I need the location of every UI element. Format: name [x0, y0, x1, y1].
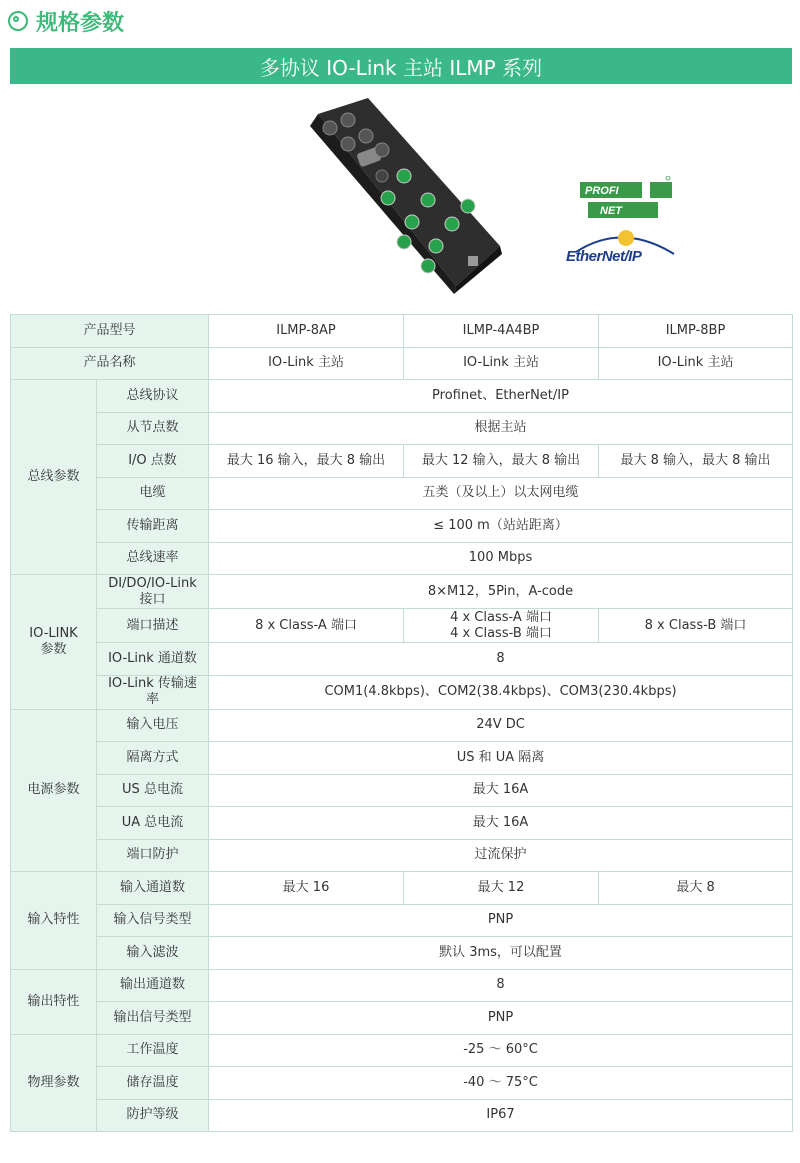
table-row: [11, 1034, 793, 1067]
param-label: UA 总电流: [97, 807, 209, 840]
table-cell: Profinet、EtherNet/IP: [209, 380, 793, 413]
table-row: [11, 969, 793, 1002]
param-label: 隔离方式: [97, 742, 209, 775]
table-cell: 最大 8: [599, 872, 793, 905]
table-cell: 根据主站: [209, 412, 793, 445]
table-cell: 过流保护: [209, 839, 793, 872]
param-label: 传输距离: [97, 510, 209, 543]
table-cell: 五类（及以上）以太网电缆: [209, 477, 793, 510]
table-cell: IO-Link 主站: [209, 347, 404, 380]
section-title-text: 规格参数: [36, 10, 125, 36]
table-cell: 8: [209, 643, 793, 676]
param-label: 输入信号类型: [97, 904, 209, 937]
table-row: [11, 477, 793, 510]
param-label: 总线速率: [97, 542, 209, 575]
param-label: 电缆: [97, 477, 209, 510]
table-cell: 4 x Class-A 端口 4 x Class-B 端口: [404, 609, 599, 643]
param-label: 端口描述: [97, 609, 209, 643]
table-row: [11, 1002, 793, 1035]
table-row: [11, 937, 793, 970]
table-cell: 最大 16A: [209, 807, 793, 840]
table-row: [11, 347, 793, 380]
table-cell: 100 Mbps: [209, 542, 793, 575]
table-cell: 最大 12 输入，最大 8 输出: [404, 445, 599, 478]
table-cell: 最大 16: [209, 872, 404, 905]
model-ilmp-8bp: ILMP-8BP: [599, 315, 793, 348]
table-cell: 8 x Class-B 端口: [599, 609, 793, 643]
model-label: 产品型号: [11, 315, 209, 348]
param-label: IO-Link 传输速率: [97, 675, 209, 709]
ethernet-ip-logo: [566, 228, 678, 270]
table-row: [11, 575, 793, 609]
table-row: [11, 904, 793, 937]
model-ilmp-4a4bp: ILMP-4A4BP: [404, 315, 599, 348]
device-image: [296, 96, 502, 296]
table-cell: ≤ 100 m（站站距离）: [209, 510, 793, 543]
table-cell: 最大 8 输入，最大 8 输出: [599, 445, 793, 478]
param-label: IO-Link 通道数: [97, 643, 209, 676]
group-label-output: 输出特性: [11, 969, 97, 1034]
group-label-iolink: IO-LINK 参数: [11, 575, 97, 710]
spec-table: [10, 314, 793, 1132]
table-row: [11, 774, 793, 807]
table-cell: 最大 16 输入，最大 8 输出: [209, 445, 404, 478]
param-label: 输出通道数: [97, 969, 209, 1002]
table-cell: 8: [209, 969, 793, 1002]
param-label: 工作温度: [97, 1034, 209, 1067]
table-row: [11, 643, 793, 676]
group-label-input: 输入特性: [11, 872, 97, 970]
table-row: [11, 807, 793, 840]
param-label: I/O 点数: [97, 445, 209, 478]
param-label: DI/DO/IO-Link 接口: [97, 575, 209, 609]
param-label: 端口防护: [97, 839, 209, 872]
svg-text:NET: NET: [600, 205, 622, 217]
table-row: [11, 412, 793, 445]
table-cell: 最大 12: [404, 872, 599, 905]
table-cell: IP67: [209, 1099, 793, 1132]
param-label: 总线协议: [97, 380, 209, 413]
table-row: [11, 315, 793, 348]
table-cell: IO-Link 主站: [404, 347, 599, 380]
group-label-power: 电源参数: [11, 709, 97, 872]
svg-text:PROFI: PROFI: [585, 185, 619, 197]
param-label: 从节点数: [97, 412, 209, 445]
table-cell: 最大 16A: [209, 774, 793, 807]
series-title-banner: 多协议 IO-Link 主站 ILMP 系列: [10, 48, 792, 84]
table-row: [11, 839, 793, 872]
table-cell: -40 ～ 75°C: [209, 1067, 793, 1100]
circle-bullet-icon: [8, 11, 28, 31]
table-row: [11, 445, 793, 478]
table-row: [11, 609, 793, 643]
table-cell: US 和 UA 隔离: [209, 742, 793, 775]
table-row: [11, 1067, 793, 1100]
table-cell: 8 x Class-A 端口: [209, 609, 404, 643]
group-label-physical: 物理参数: [11, 1034, 97, 1132]
table-cell: 8×M12，5Pin，A-code: [209, 575, 793, 609]
product-name-label: 产品名称: [11, 347, 209, 380]
table-cell: PNP: [209, 1002, 793, 1035]
table-row: [11, 709, 793, 742]
table-row: [11, 742, 793, 775]
param-label: 防护等级: [97, 1099, 209, 1132]
param-label: US 总电流: [97, 774, 209, 807]
table-row: [11, 675, 793, 709]
table-row: [11, 542, 793, 575]
ethernet-ip-text: EtherNet/IP: [566, 248, 642, 265]
table-cell: IO-Link 主站: [599, 347, 793, 380]
profinet-logo: [580, 176, 672, 222]
table-cell: COM1(4.8kbps)、COM2(38.4kbps)、COM3(230.4kbps): [209, 675, 793, 709]
param-label: 输入电压: [97, 709, 209, 742]
table-row: [11, 380, 793, 413]
table-cell: 24V DC: [209, 709, 793, 742]
group-label-bus: 总线参数: [11, 380, 97, 575]
table-cell: 默认 3ms，可以配置: [209, 937, 793, 970]
param-label: 储存温度: [97, 1067, 209, 1100]
param-label: 输入通道数: [97, 872, 209, 905]
table-cell: PNP: [209, 904, 793, 937]
param-label: 输出信号类型: [97, 1002, 209, 1035]
model-ilmp-8ap: ILMP-8AP: [209, 315, 404, 348]
table-row: [11, 1099, 793, 1132]
table-cell: -25 ～ 60°C: [209, 1034, 793, 1067]
param-label: 输入滤波: [97, 937, 209, 970]
section-title: [8, 4, 124, 38]
table-row: [11, 872, 793, 905]
table-row: [11, 510, 793, 543]
